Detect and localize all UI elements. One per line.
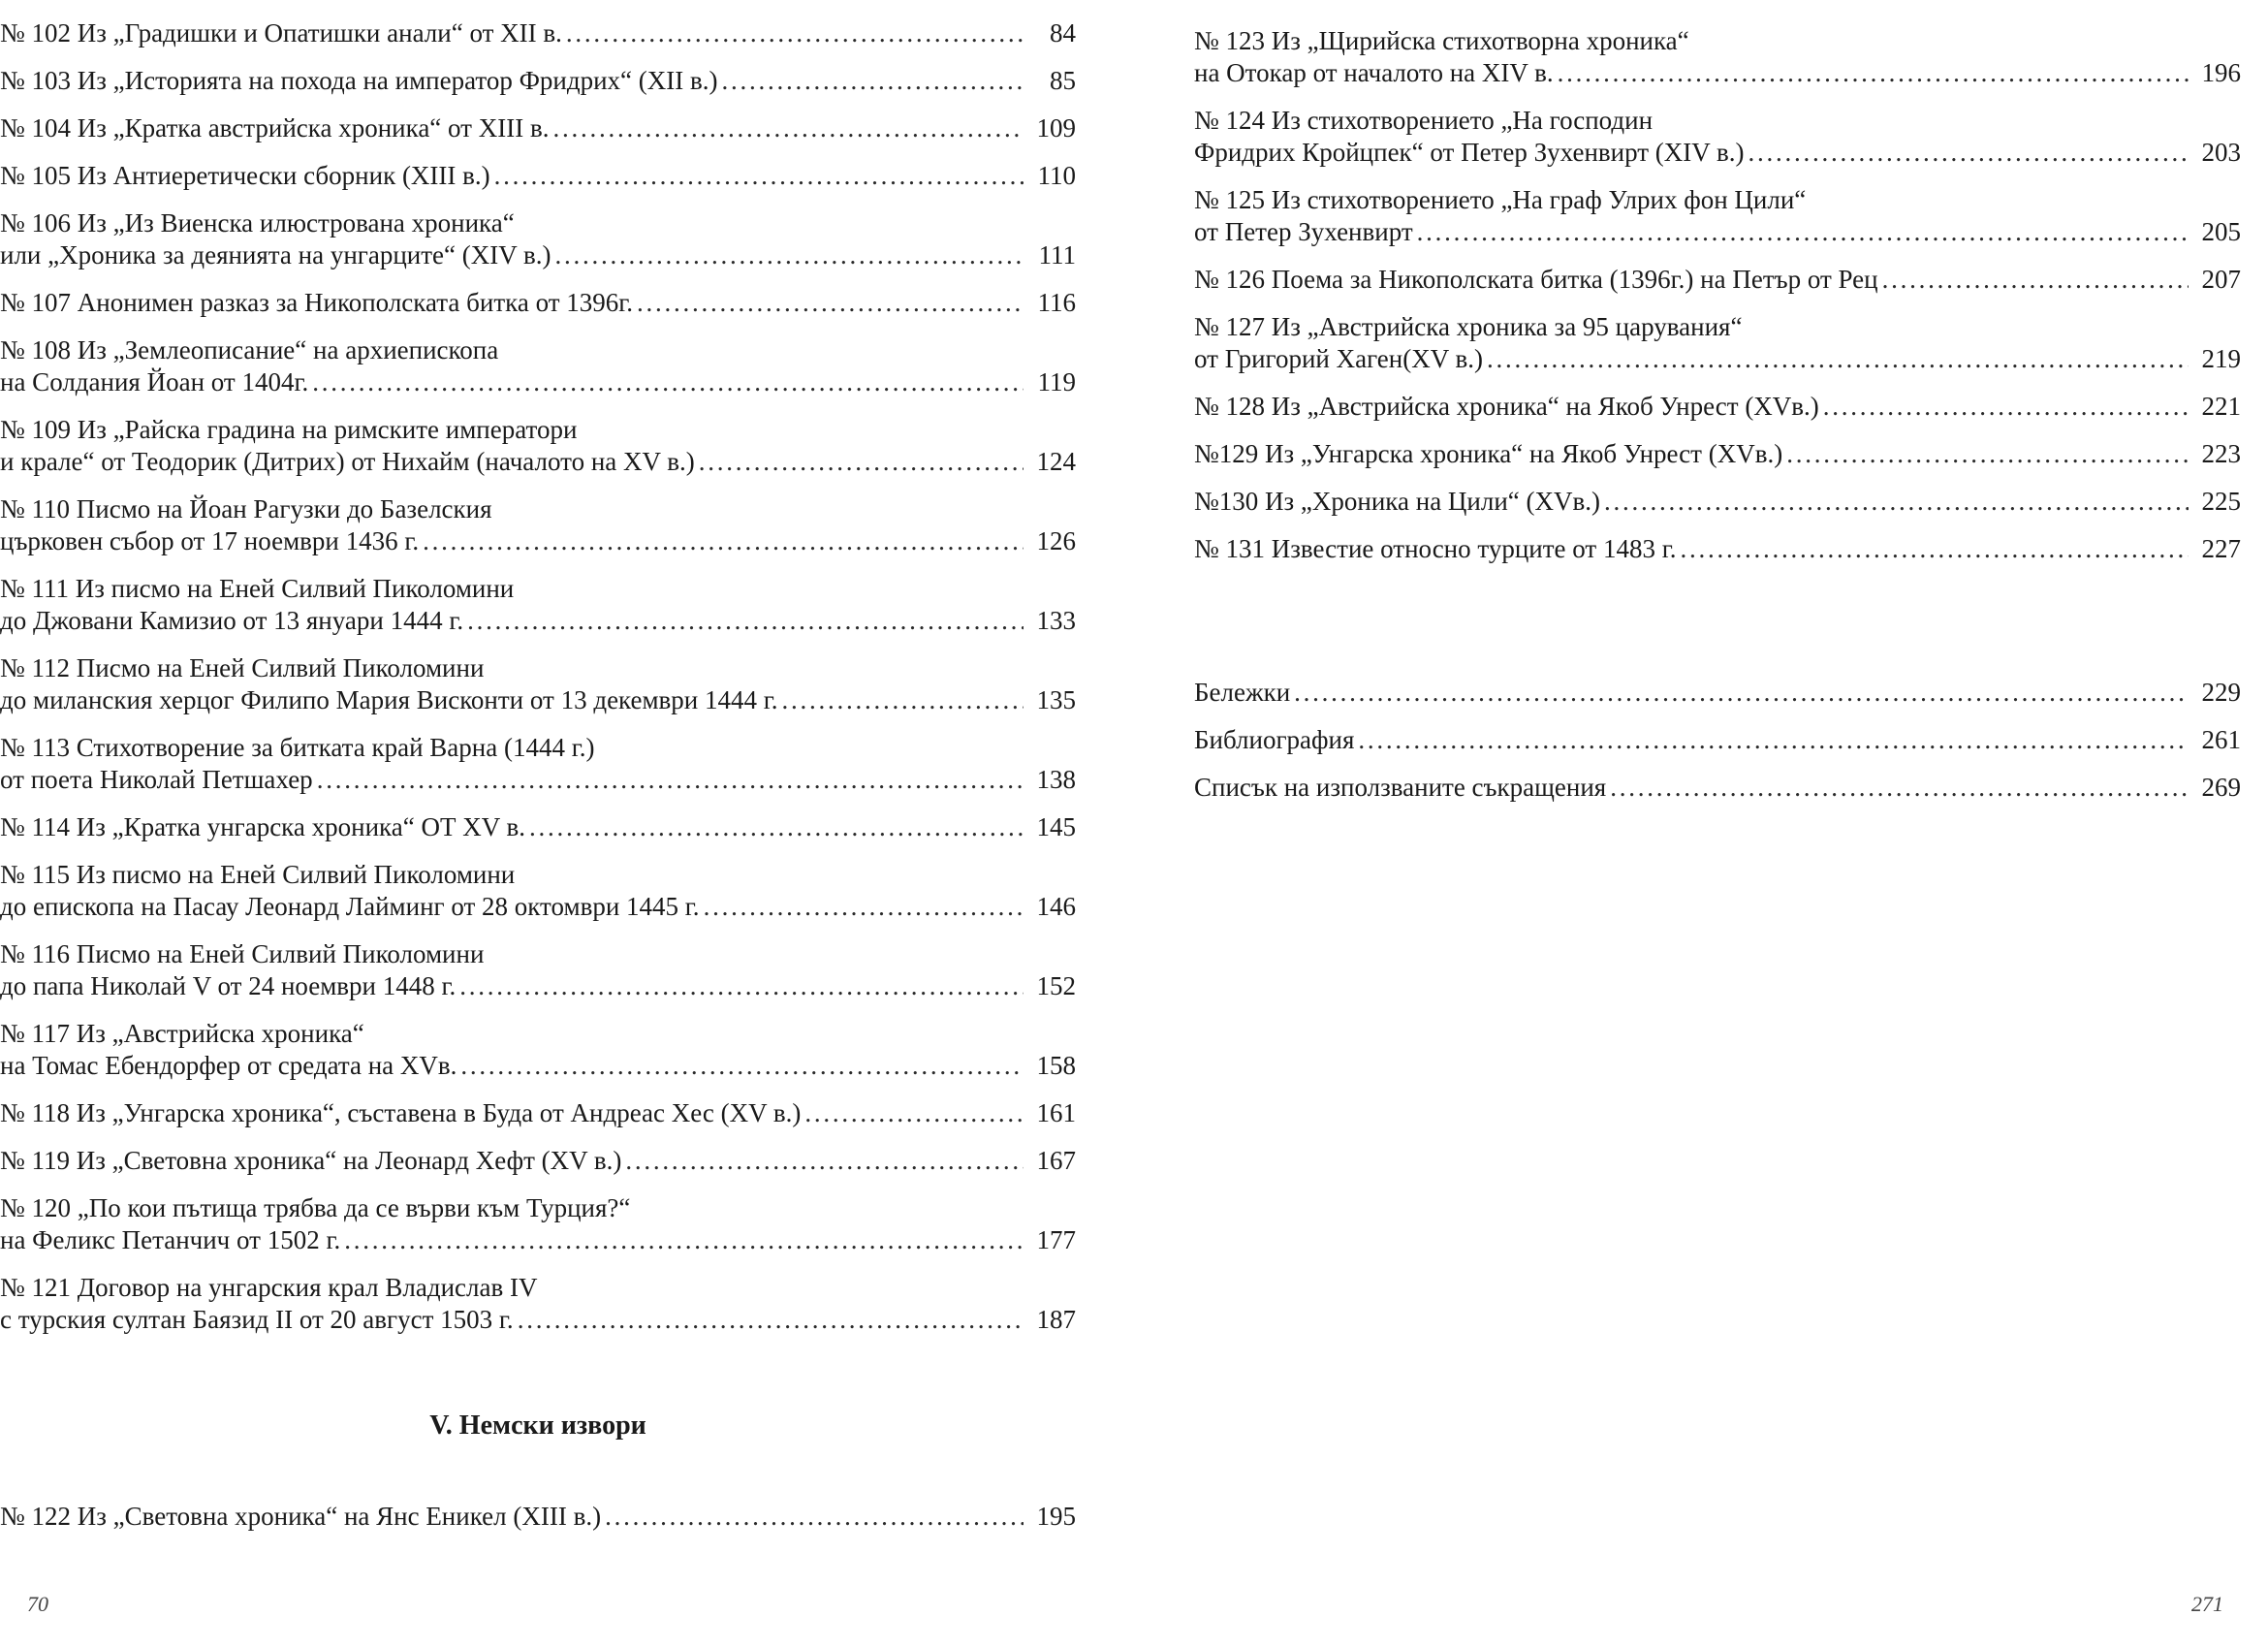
toc-entry-title: на Солдания Йоан от 1404г. xyxy=(0,367,309,396)
toc-entry xyxy=(0,1018,1076,1082)
toc-entry-title: № 102 Из „Градишки и Опатишки анали“ от XII в. xyxy=(0,18,562,48)
toc-entry-leader-line xyxy=(0,287,1076,319)
toc-entry-page-number: 145 xyxy=(1036,812,1076,841)
toc-entry-title: или „Хроника за деянията на унгарците“ (XIV в.) xyxy=(0,240,551,269)
toc-entry-page-number: 229 xyxy=(2201,678,2241,707)
toc-entry-title: № 107 Анонимен разказ за Никополската битка от 1396г. xyxy=(0,288,634,317)
toc-entry xyxy=(1194,486,2241,518)
toc-entry xyxy=(1194,25,2241,89)
toc-entry-leader-line xyxy=(0,684,1076,716)
toc-entry-page-number: 225 xyxy=(2201,487,2241,516)
toc-entry-title: на Томас Ебендорфер от средата на XVв. xyxy=(0,1051,457,1080)
toc-entry-title: до Джовани Камизио от 13 януари 1444 г. xyxy=(0,606,464,635)
toc-entry-leader-line xyxy=(0,811,1076,843)
toc-entry-title-line: № 115 Из писмо на Еней Силвий Пиколомини xyxy=(0,860,516,889)
toc-entry xyxy=(1194,438,2241,470)
dot-leader xyxy=(566,17,1024,49)
toc-entry-title: № 126 Поема за Никополската битка (1396г.) на Петър от Рец xyxy=(1194,265,1878,294)
toc-entry-leader-line xyxy=(0,970,1076,1002)
toc-entry-leader-line xyxy=(0,605,1076,637)
toc-entry-title: Списък на използваните съкращения xyxy=(1194,773,1607,802)
toc-entry-title: Библиография xyxy=(1194,725,1355,754)
toc-entry-title: № 118 Из „Унгарска хроника“, съставена в Буда от Андреас Хес (XV в.) xyxy=(0,1098,802,1127)
toc-entry xyxy=(0,1272,1076,1336)
toc-entry-leader-line xyxy=(0,112,1076,144)
dot-leader xyxy=(459,970,1024,1002)
toc-list-german-sources xyxy=(0,1501,1076,1548)
toc-entry-leader-line xyxy=(0,239,1076,271)
toc-entry-page-number: 167 xyxy=(1036,1146,1076,1175)
dot-leader xyxy=(423,525,1024,557)
toc-entry-page-number: 223 xyxy=(2201,439,2241,468)
dot-leader xyxy=(1294,677,2189,709)
toc-entry-title: № 122 Из „Световна хроника“ на Янс Еникел (XIII в.) xyxy=(0,1502,602,1531)
toc-entry-leader-line xyxy=(1194,724,2241,756)
toc-entry-title: № 131 Известие относно турците от 1483 г. xyxy=(1194,534,1677,563)
toc-entry-leader-line xyxy=(1194,57,2241,89)
toc-entry-title-line: № 112 Писмо на Еней Силвий Пиколомини xyxy=(0,653,485,682)
toc-entry-page-number: 116 xyxy=(1037,288,1076,317)
toc-entry-leader-line xyxy=(1194,533,2241,565)
dot-leader xyxy=(1358,724,2189,756)
toc-entry-page-number: 269 xyxy=(2201,773,2241,802)
dot-leader xyxy=(555,239,1024,271)
toc-entry-page-number: 133 xyxy=(1036,606,1076,635)
toc-entry xyxy=(0,112,1076,144)
dot-leader xyxy=(1417,216,2189,248)
dot-leader xyxy=(467,605,1024,637)
toc-entry-title: на Отокар от началото на XIV в. xyxy=(1194,58,1554,87)
toc-entry-page-number: 158 xyxy=(1036,1051,1076,1080)
toc-entry xyxy=(0,17,1076,49)
toc-list-right xyxy=(1194,25,2241,581)
toc-entry-title: № 105 Из Антиеретически сборник (XIII в.) xyxy=(0,161,490,190)
toc-entry xyxy=(0,65,1076,97)
toc-entry-leader-line xyxy=(0,1097,1076,1129)
toc-entry xyxy=(0,1145,1076,1177)
toc-entry-page-number: 138 xyxy=(1036,765,1076,794)
toc-entry-leader-line xyxy=(1194,391,2241,423)
toc-entry-page-number: 109 xyxy=(1036,113,1076,143)
toc-entry-leader-line xyxy=(0,525,1076,557)
toc-entry xyxy=(0,732,1076,796)
dot-leader xyxy=(1604,486,2189,518)
toc-entry-leader-line xyxy=(1194,772,2241,804)
toc-entry-title-line: № 117 Из „Австрийска хроника“ xyxy=(0,1019,364,1048)
toc-entry-title-line: № 125 Из стихотворението „На граф Улрих фон Цили“ xyxy=(1194,185,1807,214)
toc-list-appendix xyxy=(1194,677,2241,819)
page-number-left: 70 xyxy=(27,1592,48,1616)
toc-entry-title-line: № 111 Из писмо на Еней Силвий Пиколомини xyxy=(0,574,515,603)
toc-entry xyxy=(0,1501,1076,1533)
toc-entry-page-number: 227 xyxy=(2201,534,2241,563)
toc-entry-page-number: 111 xyxy=(1038,240,1076,269)
toc-entry-title: и крале“ от Теодорик (Дитрих) от Нихайм (началото на XV в.) xyxy=(0,447,695,476)
toc-entry-title: църковен събор от 17 ноември 1436 г. xyxy=(0,526,420,555)
toc-entry xyxy=(0,652,1076,716)
toc-entry xyxy=(1194,311,2241,375)
toc-entry-page-number: 196 xyxy=(2201,58,2241,87)
dot-leader xyxy=(721,65,1024,97)
toc-entry-leader-line xyxy=(0,891,1076,923)
toc-entry-leader-line xyxy=(1194,216,2241,248)
toc-entry-title: № 103 Из „Историята на похода на император Фридрих“ (XII в.) xyxy=(0,66,718,95)
toc-entry-page-number: 152 xyxy=(1036,971,1076,1000)
dot-leader xyxy=(1558,57,2189,89)
toc-entry xyxy=(0,334,1076,398)
toc-entry-page-number: 261 xyxy=(2201,725,2241,754)
toc-entry xyxy=(1194,724,2241,756)
toc-entry-title: с турския султан Баязид II от 20 август 1503 г. xyxy=(0,1305,514,1334)
toc-entry xyxy=(1194,677,2241,709)
toc-entry-page-number: 221 xyxy=(2201,392,2241,421)
toc-entry xyxy=(1194,772,2241,804)
toc-entry-title: до миланския херцог Филипо Мария Висконти от 13 декември 1444 г. xyxy=(0,685,778,714)
toc-entry xyxy=(0,414,1076,478)
toc-entry-leader-line xyxy=(0,65,1076,97)
toc-entry xyxy=(0,160,1076,192)
toc-entry-leader-line xyxy=(0,1224,1076,1256)
toc-entry-page-number: 187 xyxy=(1036,1305,1076,1334)
section-heading: V. Немски извори xyxy=(429,1410,646,1441)
dot-leader xyxy=(804,1097,1024,1129)
toc-entry xyxy=(0,573,1076,637)
dot-leader xyxy=(518,1304,1024,1336)
toc-entry xyxy=(1194,391,2241,423)
toc-entry-title: от Петер Зухенвирт xyxy=(1194,217,1413,246)
dot-leader xyxy=(529,811,1024,843)
dot-leader xyxy=(494,160,1024,192)
toc-entry xyxy=(1194,264,2241,296)
dot-leader xyxy=(699,446,1024,478)
toc-entry-title-line: № 123 Из „Щирийска стихотворна хроника“ xyxy=(1194,26,1689,55)
toc-entry-title: до папа Николай V от 24 ноември 1448 г. xyxy=(0,971,457,1000)
toc-entry-page-number: 205 xyxy=(2201,217,2241,246)
dot-leader xyxy=(552,112,1024,144)
toc-entry-title: Бележки xyxy=(1194,678,1291,707)
toc-entry-title: до епископа на Пасау Леонард Лайминг от 28 октомври 1445 г. xyxy=(0,892,700,921)
toc-entry-title: №129 Из „Унгарска хроника“ на Якоб Унрест (XVв.) xyxy=(1194,439,1783,468)
toc-entry-title: № 114 Из „Кратка унгарска хроника“ ОТ XV в. xyxy=(0,812,525,841)
dot-leader xyxy=(605,1501,1024,1533)
toc-entry-title-line: № 120 „По кои пътища трябва да се върви към Турция?“ xyxy=(0,1193,631,1222)
toc-entry xyxy=(1194,533,2241,565)
toc-list-left xyxy=(0,17,1076,1351)
toc-entry-title: № 104 Из „Кратка австрийска хроника“ от XIII в. xyxy=(0,113,550,143)
dot-leader xyxy=(782,684,1024,716)
dot-leader xyxy=(1823,391,2189,423)
toc-entry-title-line: № 113 Стихотворение за битката край Варна (1444 г.) xyxy=(0,733,595,762)
toc-entry-title: от поета Николай Петшахер xyxy=(0,765,313,794)
dot-leader xyxy=(312,366,1024,398)
dot-leader xyxy=(625,1145,1024,1177)
toc-entry-leader-line xyxy=(0,17,1076,49)
toc-entry-leader-line xyxy=(1194,264,2241,296)
toc-entry-title-line: № 124 Из стихотворението „На господин xyxy=(1194,106,1654,135)
dot-leader xyxy=(1786,438,2189,470)
page-number-right: 271 xyxy=(2191,1592,2223,1616)
dot-leader xyxy=(637,287,1024,319)
toc-entry xyxy=(1194,105,2241,169)
dot-leader xyxy=(1680,533,2189,565)
toc-entry-page-number: 110 xyxy=(1037,161,1076,190)
dot-leader xyxy=(1882,264,2189,296)
toc-entry-title-line: № 108 Из „Землеописание“ на архиепископа xyxy=(0,335,499,364)
toc-entry-title-line: № 109 Из „Райска градина на римските императори xyxy=(0,415,578,444)
toc-entry-leader-line xyxy=(1194,343,2241,375)
toc-entry-page-number: 195 xyxy=(1036,1502,1076,1531)
toc-entry-page-number: 203 xyxy=(2201,138,2241,167)
toc-entry-page-number: 124 xyxy=(1036,447,1076,476)
toc-entry-page-number: 85 xyxy=(1050,66,1076,95)
toc-entry xyxy=(0,287,1076,319)
toc-entry-leader-line xyxy=(0,160,1076,192)
toc-entry-leader-line xyxy=(1194,438,2241,470)
toc-entry xyxy=(0,811,1076,843)
dot-leader xyxy=(460,1050,1024,1082)
toc-entry-leader-line xyxy=(0,764,1076,796)
toc-entry-leader-line xyxy=(1194,677,2241,709)
toc-entry-page-number: 161 xyxy=(1036,1098,1076,1127)
toc-entry-title: от Григорий Хаген(XV в.) xyxy=(1194,344,1483,373)
toc-entry-leader-line xyxy=(0,446,1076,478)
toc-entry-page-number: 219 xyxy=(2201,344,2241,373)
toc-entry-leader-line xyxy=(0,1145,1076,1177)
toc-entry-page-number: 135 xyxy=(1036,685,1076,714)
toc-entry-leader-line xyxy=(0,1304,1076,1336)
toc-entry-page-number: 119 xyxy=(1037,367,1076,396)
toc-entry xyxy=(0,859,1076,923)
toc-entry-leader-line xyxy=(1194,486,2241,518)
toc-entry-page-number: 146 xyxy=(1036,892,1076,921)
toc-entry-title: №130 Из „Хроника на Цили“ (XVв.) xyxy=(1194,487,1601,516)
toc-entry-title-line: № 127 Из „Австрийска хроника за 95 царувания“ xyxy=(1194,312,1743,341)
toc-entry xyxy=(0,493,1076,557)
dot-leader xyxy=(317,764,1024,796)
toc-entry-title-line: № 121 Договор на унгарския крал Владислав IV xyxy=(0,1273,538,1302)
toc-entry xyxy=(0,1192,1076,1256)
toc-entry-leader-line xyxy=(0,1501,1076,1533)
dot-leader xyxy=(344,1224,1024,1256)
toc-entry xyxy=(0,938,1076,1002)
toc-entry-page-number: 207 xyxy=(2201,265,2241,294)
toc-entry-page-number: 84 xyxy=(1050,18,1076,48)
toc-entry xyxy=(0,1097,1076,1129)
toc-entry-page-number: 126 xyxy=(1036,526,1076,555)
dot-leader xyxy=(704,891,1024,923)
toc-entry xyxy=(1194,184,2241,248)
toc-entry xyxy=(0,207,1076,271)
dot-leader xyxy=(1487,343,2189,375)
toc-entry-title-line: № 116 Писмо на Еней Силвий Пиколомини xyxy=(0,939,485,968)
toc-entry-leader-line xyxy=(0,1050,1076,1082)
toc-entry-title: № 119 Из „Световна хроника“ на Леонард Хефт (XV в.) xyxy=(0,1146,622,1175)
toc-entry-title-line: № 110 Писмо на Йоан Рагузки до Базелския xyxy=(0,494,492,523)
toc-entry-leader-line xyxy=(1194,137,2241,169)
toc-entry-title: Фридрих Кройцпек“ от Петер Зухенвирт (XIV в.) xyxy=(1194,138,1745,167)
toc-entry-title-line: № 106 Из „Из Виенска илюстрована хроника“ xyxy=(0,208,515,238)
toc-entry-title: № 128 Из „Австрийска хроника“ на Якоб Унрест (XVв.) xyxy=(1194,392,1819,421)
dot-leader xyxy=(1610,772,2189,804)
toc-entry-title: на Феликс Петанчич от 1502 г. xyxy=(0,1225,341,1254)
toc-entry-page-number: 177 xyxy=(1036,1225,1076,1254)
dot-leader xyxy=(1748,137,2189,169)
toc-entry-leader-line xyxy=(0,366,1076,398)
